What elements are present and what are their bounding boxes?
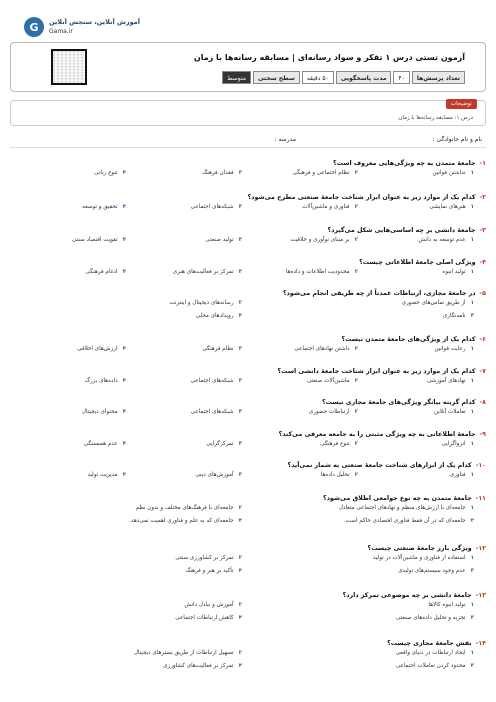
question-text bbox=[10, 160, 486, 167]
topic-tag: توضیحات bbox=[446, 99, 477, 109]
option-text: تولید صنعتی bbox=[205, 237, 234, 243]
question-text bbox=[10, 336, 486, 343]
option-text: بر مبنای نوآوری و خلاقیت bbox=[290, 237, 350, 243]
option-1[interactable] bbox=[373, 555, 474, 561]
option-3[interactable] bbox=[191, 204, 242, 210]
question-count-label: تعداد پرسش‌ها bbox=[412, 71, 465, 84]
option-text: نهادهای آموزشی bbox=[426, 378, 466, 384]
option-number: ۴ bbox=[238, 615, 242, 621]
option-number: ۳ bbox=[238, 409, 242, 415]
question-stem: کدام گزینه بیانگر ویژگی‌های جامعهٔ مجازی نیست؟ bbox=[321, 399, 476, 406]
options bbox=[10, 204, 486, 216]
question-stem: کدام یک از موارد زیر به عنوان ابزار شناخت جامعهٔ دانشی است؟ bbox=[277, 368, 476, 375]
question-text bbox=[10, 640, 486, 647]
topic-text: درس ۱: مسابقه رسانه‌ها با زمان bbox=[398, 115, 473, 121]
question-stem: در جامعهٔ مجازی، ارتباطات عمدتاً از چه طریقی انجام می‌شود؟ bbox=[282, 290, 476, 297]
question-stem: جامعهٔ متمدن به چه نوع جوامعی اطلاق می‌شود؟ bbox=[323, 495, 472, 502]
option-3[interactable] bbox=[191, 409, 242, 415]
options bbox=[10, 409, 486, 421]
option-2[interactable] bbox=[134, 650, 242, 656]
option-2[interactable] bbox=[320, 441, 358, 447]
option-text: هنرهای نمایشی bbox=[429, 204, 466, 210]
question-number: ۳- bbox=[479, 227, 486, 234]
option-text: عدم وجود سیستم‌های تولیدی bbox=[398, 568, 466, 574]
options bbox=[10, 300, 486, 326]
option-number: ۴ bbox=[122, 204, 126, 210]
question-number: ۶- bbox=[479, 336, 486, 343]
question-number: ۱۱- bbox=[475, 495, 486, 502]
question-stem: ویژگی اصلی جامعهٔ اطلاعاتی چیست؟ bbox=[359, 259, 476, 266]
option-1[interactable] bbox=[427, 378, 474, 384]
option-text: جامعه‌ای که به علم و فناوری اهمیت نمی‌دهد. bbox=[129, 518, 234, 524]
duration-label: مدت پاسخگویی bbox=[336, 71, 392, 84]
question-text bbox=[10, 368, 486, 375]
question-number: ۱۰- bbox=[475, 462, 486, 469]
option-text: آموزش‌های دینی bbox=[195, 472, 234, 478]
question-number: ۱۴- bbox=[475, 640, 486, 647]
question-text bbox=[10, 259, 486, 266]
option-text: تحقیق و توسعه bbox=[82, 204, 118, 210]
question-13 bbox=[10, 592, 486, 628]
difficulty-label: سطح سختی bbox=[253, 71, 300, 84]
option-text: داشتن نهادهای اجتماعی bbox=[294, 346, 350, 352]
question-stem: کدام یک از ویژگی‌های جامعهٔ متمدن نیست؟ bbox=[341, 336, 476, 343]
option-text: ادغام فرهنگی bbox=[85, 269, 118, 275]
option-2[interactable] bbox=[169, 300, 242, 306]
option-1[interactable] bbox=[434, 346, 474, 352]
question-count: ۴۰ bbox=[393, 71, 409, 84]
option-text: جامعه‌ای با ارزش‌های منظم و نهادهای اجتماعی متعادل bbox=[338, 505, 466, 511]
option-number: ۲ bbox=[238, 555, 242, 561]
option-number: ۴ bbox=[238, 568, 242, 574]
option-4[interactable] bbox=[185, 568, 242, 574]
option-1[interactable] bbox=[434, 409, 474, 415]
question-number: ۲- bbox=[479, 194, 486, 201]
option-text: تمرکز‌گرایی bbox=[206, 441, 234, 447]
option-number: ۴ bbox=[122, 378, 126, 384]
option-4[interactable] bbox=[86, 269, 127, 275]
option-number: ۳ bbox=[238, 170, 242, 176]
option-4[interactable] bbox=[82, 204, 126, 210]
option-text: تعاملات آنلاین bbox=[433, 409, 466, 415]
option-4[interactable] bbox=[196, 313, 242, 319]
option-number: ۴ bbox=[122, 472, 126, 478]
option-text: عدم همبستگی bbox=[83, 441, 118, 447]
option-1[interactable] bbox=[450, 472, 474, 478]
option-3[interactable] bbox=[344, 518, 474, 524]
option-number: ۱ bbox=[470, 170, 474, 176]
question-text bbox=[10, 290, 486, 297]
question-4 bbox=[10, 259, 486, 281]
option-2[interactable] bbox=[309, 409, 358, 415]
option-text: جامعه‌ای با فرهنگ‌های مختلف و بدون نظم bbox=[135, 505, 234, 511]
option-text: تمرکز بر فعالیت‌های هنری bbox=[172, 269, 234, 275]
question-number: ۱۳- bbox=[475, 592, 486, 599]
question-stem: نقش جامعهٔ مجازی چیست؟ bbox=[387, 640, 472, 647]
question-10 bbox=[10, 462, 486, 484]
option-text: کاهش ارتباطات اجتماعی bbox=[175, 615, 234, 621]
option-number: ۲ bbox=[354, 346, 358, 352]
option-text: نظام اجتماعی و فرهنگی bbox=[292, 170, 350, 176]
option-number: ۴ bbox=[122, 269, 126, 275]
option-number: ۱ bbox=[470, 300, 474, 306]
question-number: ۸- bbox=[479, 399, 486, 406]
option-text: تسهیل ارتباطات از طریق بسترهای دیجیتال bbox=[133, 650, 234, 656]
option-number: ۳ bbox=[238, 204, 242, 210]
question-stem: کدام یک از ابزارهای شناخت جامعهٔ صنعتی به شمار نمی‌آید؟ bbox=[287, 462, 472, 469]
exam-header bbox=[10, 42, 486, 92]
option-text: تقویت اقتصاد سنتی bbox=[72, 237, 118, 243]
option-number: ۱ bbox=[470, 378, 474, 384]
question-3 bbox=[10, 227, 486, 249]
option-text: فناوری bbox=[449, 472, 466, 478]
question-number: ۹- bbox=[479, 431, 486, 438]
option-text: فناوری و ماشین‌آلات bbox=[302, 204, 350, 210]
option-number: ۱ bbox=[470, 269, 474, 275]
option-number: ۴ bbox=[238, 313, 242, 319]
option-number: ۱ bbox=[470, 472, 474, 478]
option-number: ۲ bbox=[238, 650, 242, 656]
option-2[interactable] bbox=[321, 472, 358, 478]
options bbox=[10, 555, 486, 581]
option-2[interactable] bbox=[302, 204, 358, 210]
brand-bar bbox=[24, 14, 184, 40]
question-11 bbox=[10, 495, 486, 531]
option-text: رعایت قوانین bbox=[434, 346, 466, 352]
option-3[interactable] bbox=[191, 378, 242, 384]
question-text bbox=[10, 399, 486, 406]
question-number: ۵- bbox=[479, 290, 486, 297]
option-number: ۲ bbox=[354, 378, 358, 384]
options bbox=[10, 269, 486, 281]
option-2[interactable] bbox=[184, 602, 242, 608]
option-3[interactable] bbox=[202, 346, 242, 352]
option-3[interactable] bbox=[173, 269, 242, 275]
option-number: ۱ bbox=[470, 602, 474, 608]
option-3[interactable] bbox=[195, 472, 242, 478]
option-number: ۲ bbox=[354, 269, 358, 275]
question-stem: کدام یک از موارد زیر به عنوان ابزار شناخت جامعهٔ صنعتی مطرح می‌شود؟ bbox=[247, 194, 476, 201]
question-number: ۱۲- bbox=[475, 545, 486, 552]
option-text: تولید انبوه کالاها bbox=[428, 602, 466, 608]
option-text: عدم توسعه به دانش bbox=[418, 237, 466, 243]
option-number: ۳ bbox=[238, 378, 242, 384]
question-12 bbox=[10, 545, 486, 581]
question-text bbox=[10, 227, 486, 234]
question-text bbox=[10, 194, 486, 201]
option-text: از طریق تماس‌های حضوری bbox=[401, 300, 466, 306]
option-1[interactable] bbox=[429, 204, 474, 210]
option-4[interactable] bbox=[72, 237, 126, 243]
option-number: ۴ bbox=[122, 346, 126, 352]
option-2[interactable] bbox=[290, 237, 358, 243]
option-number: ۲ bbox=[354, 170, 358, 176]
option-number: ۲ bbox=[354, 472, 358, 478]
option-text: نامه‌نگاری bbox=[442, 313, 466, 319]
brand-site: Gama.ir bbox=[49, 28, 73, 35]
duration-value: ۵۰ دقیقه bbox=[302, 71, 334, 84]
option-text: نداشتن قوانین bbox=[432, 170, 466, 176]
option-number: ۱ bbox=[470, 555, 474, 561]
option-number: ۳ bbox=[470, 313, 474, 319]
options bbox=[10, 170, 486, 182]
option-2[interactable] bbox=[286, 269, 358, 275]
option-text: شبکه‌های اجتماعی bbox=[190, 409, 234, 415]
option-3[interactable] bbox=[206, 441, 242, 447]
option-number: ۳ bbox=[470, 568, 474, 574]
question-7 bbox=[10, 368, 486, 390]
options bbox=[10, 505, 486, 531]
option-4[interactable] bbox=[87, 472, 126, 478]
option-number: ۴ bbox=[122, 441, 126, 447]
option-4[interactable] bbox=[129, 518, 242, 524]
option-number: ۱ bbox=[470, 204, 474, 210]
option-number: ۳ bbox=[238, 346, 242, 352]
question-text bbox=[10, 431, 486, 438]
options bbox=[10, 650, 486, 676]
option-4[interactable] bbox=[77, 346, 126, 352]
option-2[interactable] bbox=[136, 505, 242, 511]
option-4[interactable] bbox=[175, 615, 242, 621]
option-text: جامعه‌ای که در آن فقط فناوری اقتصادی حاکم است. bbox=[343, 518, 466, 524]
option-number: ۲ bbox=[354, 204, 358, 210]
brand-text bbox=[49, 18, 140, 36]
question-9 bbox=[10, 431, 486, 453]
question-text bbox=[10, 495, 486, 502]
question-5 bbox=[10, 290, 486, 326]
option-number: ۲ bbox=[354, 409, 358, 415]
option-number: ۲ bbox=[238, 602, 242, 608]
option-number: ۳ bbox=[238, 269, 242, 275]
option-number: ۳ bbox=[470, 663, 474, 669]
option-text: ارزش‌های اخلاقی bbox=[77, 346, 118, 352]
student-info-row bbox=[10, 134, 486, 148]
option-3[interactable] bbox=[206, 237, 242, 243]
option-text: تمرکز بر فعالیت‌های کشاورزی bbox=[163, 663, 234, 669]
topic-box bbox=[10, 100, 486, 126]
option-number: ۳ bbox=[470, 518, 474, 524]
option-text: مدیریت تولید bbox=[87, 472, 118, 478]
option-number: ۲ bbox=[238, 300, 242, 306]
option-number: ۴ bbox=[122, 409, 126, 415]
option-4[interactable] bbox=[163, 663, 242, 669]
option-number: ۱ bbox=[470, 441, 474, 447]
option-1[interactable] bbox=[339, 505, 474, 511]
question-number: ۴- bbox=[479, 259, 486, 266]
option-number: ۱ bbox=[470, 505, 474, 511]
option-text: نظام فرهنگی bbox=[202, 346, 234, 352]
options bbox=[10, 237, 486, 249]
question-2 bbox=[10, 194, 486, 216]
option-number: ۳ bbox=[238, 237, 242, 243]
option-text: تجزیه و تحلیل داده‌های صنعتی bbox=[396, 615, 466, 621]
option-number: ۱ bbox=[470, 409, 474, 415]
question-stem: جامعهٔ دانشی بر چه موضوعی تمرکز دارد؟ bbox=[342, 592, 472, 599]
option-text: رویدادهای محلی bbox=[195, 313, 234, 319]
option-text: محتوای دیجیتال bbox=[81, 409, 118, 415]
option-text: تولید انبوه bbox=[442, 269, 466, 275]
option-3[interactable] bbox=[398, 568, 474, 574]
name-label: نام و نام خانوادگی : bbox=[432, 136, 482, 143]
option-text: شبکه‌های اجتماعی bbox=[190, 204, 234, 210]
option-2[interactable] bbox=[294, 346, 358, 352]
option-text: انزواگرایی bbox=[441, 441, 466, 447]
option-1[interactable] bbox=[396, 650, 474, 656]
option-text: محدودیت اطلاعات و داده‌ها bbox=[285, 269, 350, 275]
question-6 bbox=[10, 336, 486, 358]
option-number: ۱ bbox=[470, 237, 474, 243]
option-text: تنوع فرهنگی bbox=[320, 441, 350, 447]
brand-logo: G bbox=[24, 17, 44, 37]
option-number: ۳ bbox=[470, 615, 474, 621]
option-3[interactable] bbox=[396, 615, 474, 621]
option-1[interactable] bbox=[442, 269, 474, 275]
question-8 bbox=[10, 399, 486, 421]
options bbox=[10, 441, 486, 453]
option-1[interactable] bbox=[418, 237, 474, 243]
question-stem: جامعهٔ متمدن به چه ویژگی‌هایی معروف است؟ bbox=[332, 160, 476, 167]
question-text bbox=[10, 545, 486, 552]
option-text: تنوع زبانی bbox=[94, 170, 118, 176]
question-text bbox=[10, 462, 486, 469]
option-number: ۲ bbox=[354, 237, 358, 243]
option-4[interactable] bbox=[94, 170, 126, 176]
question-1 bbox=[10, 160, 486, 182]
option-text: تحلیل داده‌ها bbox=[320, 472, 350, 478]
option-3[interactable] bbox=[443, 313, 474, 319]
question-number: ۱- bbox=[479, 160, 486, 167]
option-2[interactable] bbox=[175, 555, 242, 561]
option-number: ۱ bbox=[470, 346, 474, 352]
question-stem: جامعهٔ دانشی بر چه اساسی‌هایی شکل می‌گیرد؟ bbox=[327, 227, 476, 234]
option-text: رسانه‌های دیجیتال و اینترنت bbox=[169, 300, 234, 306]
option-number: ۳ bbox=[238, 472, 242, 478]
options bbox=[10, 346, 486, 358]
school-label: مدرسه : bbox=[274, 136, 296, 143]
option-4[interactable] bbox=[82, 409, 126, 415]
options bbox=[10, 472, 486, 484]
exam-title: آزمون تستی درس ۱ تفکر و سواد رسانه‌ای | مسابقه رسانه‌ها با زمان bbox=[193, 53, 465, 62]
option-2[interactable] bbox=[292, 170, 358, 176]
option-4[interactable] bbox=[85, 378, 126, 384]
option-text: آموزش و تبادل دانش bbox=[184, 602, 234, 608]
question-text bbox=[10, 592, 486, 599]
question-stem: ویژگی بارز جامعهٔ صنعتی چیست؟ bbox=[367, 545, 472, 552]
option-number: ۱ bbox=[470, 650, 474, 656]
option-number: ۲ bbox=[354, 441, 358, 447]
option-3[interactable] bbox=[396, 663, 474, 669]
difficulty-value: متوسط bbox=[222, 71, 251, 84]
option-1[interactable] bbox=[428, 602, 474, 608]
option-text: فقدان فرهنگ bbox=[202, 170, 234, 176]
option-number: ۴ bbox=[238, 663, 242, 669]
option-text: استفاده از فناوری و ماشین‌آلات در تولید bbox=[372, 555, 466, 561]
option-number: ۴ bbox=[122, 170, 126, 176]
question-number: ۷- bbox=[479, 368, 486, 375]
option-4[interactable] bbox=[84, 441, 126, 447]
option-1[interactable] bbox=[402, 300, 474, 306]
option-2[interactable] bbox=[307, 378, 358, 384]
option-1[interactable] bbox=[432, 170, 474, 176]
option-text: داده‌های بزرگ bbox=[84, 378, 118, 384]
option-number: ۲ bbox=[238, 505, 242, 511]
option-text: شبکه‌های اجتماعی bbox=[190, 378, 234, 384]
question-stem: جامعهٔ اطلاعاتی به چه ویژگی مثبتی را به جامعه معرفی می‌کند؟ bbox=[278, 431, 476, 438]
brand-name: آموزش آنلاین، سنجش آنلاین bbox=[49, 18, 141, 26]
question-14 bbox=[10, 640, 486, 676]
option-text: محدود کردن تعاملات اجتماعی bbox=[395, 663, 466, 669]
option-number: ۴ bbox=[238, 518, 242, 524]
option-text: ماشین‌آلات صنعتی bbox=[306, 378, 350, 384]
option-3[interactable] bbox=[202, 170, 242, 176]
qr-code-icon bbox=[51, 49, 87, 85]
option-number: ۴ bbox=[122, 237, 126, 243]
option-text: ارتباطات حضوری bbox=[308, 409, 350, 415]
option-text: تمرکز بر کشاورزی سنتی bbox=[175, 555, 234, 561]
option-number: ۳ bbox=[238, 441, 242, 447]
options bbox=[10, 378, 486, 390]
exam-meta bbox=[222, 71, 465, 84]
option-text: ایجاد ارتباطات در دنیای واقعی bbox=[395, 650, 466, 656]
option-1[interactable] bbox=[442, 441, 474, 447]
options bbox=[10, 602, 486, 628]
option-text: تأکید بر هنر و فرهنگ bbox=[185, 568, 234, 574]
